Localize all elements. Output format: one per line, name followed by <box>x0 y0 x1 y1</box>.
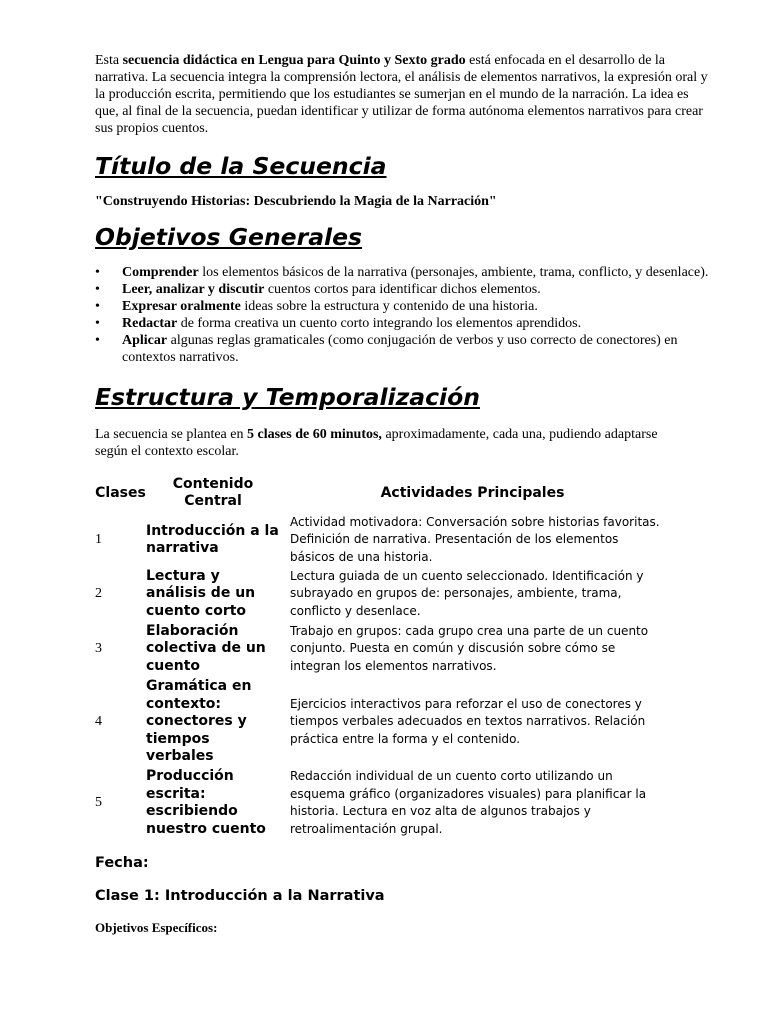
structure-post: aproximadamente, cada una, pudiendo adaptarse según el contexto escolar. <box>95 427 658 459</box>
table-row <box>95 513 665 567</box>
header-actividades <box>280 473 665 513</box>
table-row <box>95 567 665 621</box>
intro-paragraph <box>95 52 715 137</box>
intro-bold: secuencia didáctica en Lengua para Quinto y Sexto grado <box>122 53 466 68</box>
table-header-row <box>95 473 665 513</box>
header-clases <box>95 473 146 513</box>
row-actividades: Trabajo en grupos: cada grupo crea una parte de un cuento conjunto. Puesta en común y discusión sobre cómo se integran los elementos narrativos. <box>290 623 649 673</box>
list-item <box>95 281 715 298</box>
header-clases-label: Clases <box>95 484 146 501</box>
objective-bold: Expresar oralmente <box>122 299 241 314</box>
row-actividades: Ejercicios interactivos para reforzar el uso de conectores y tiempos verbales adecuados en textos narrativos. Relación práctica entre la forma y el contenido. <box>290 696 646 746</box>
sequence-title-text: "Construyendo Historias: Descubriendo la Magia de la Narración" <box>95 194 497 209</box>
objective-text: de forma creativa un cuento corto integrando los elementos aprendidos. <box>177 316 582 331</box>
fecha-label: Fecha: <box>95 855 149 871</box>
structure-pre: La secuencia se plantea en <box>95 427 247 442</box>
list-item <box>95 315 715 332</box>
table-row <box>95 767 665 839</box>
objectives-heading: Objetivos Generales <box>95 223 363 251</box>
document-page <box>95 52 715 936</box>
list-item <box>95 332 715 366</box>
objective-bold: Comprender <box>122 265 199 280</box>
structure-paragraph <box>95 426 685 460</box>
structure-bold: 5 clases de 60 minutos, <box>246 427 382 442</box>
structure-heading: Estructura y Temporalización <box>95 383 480 411</box>
objective-bold: Redactar <box>122 316 178 331</box>
sequence-title-heading: Título de la Secuencia <box>95 152 387 180</box>
list-item <box>95 298 715 315</box>
row-actividades: Redacción individual de un cuento corto utilizando un esquema gráfico (organizadores visuales) para planificar la historia. Lectura en voz alta de algunos trabajos y retroalimentación grupal. <box>290 769 647 836</box>
objective-bold: Leer, analizar y discutir <box>122 282 265 297</box>
row-clase: 4 <box>95 714 102 729</box>
row-contenido: Producción escrita: escribiendo nuestro cuento <box>146 768 266 837</box>
list-item <box>95 264 715 281</box>
clase1-heading: Clase 1: Introducción a la Narrativa <box>95 888 385 904</box>
row-contenido: Elaboración colectiva de un cuento <box>146 622 266 674</box>
objective-text: cuentos cortos para identificar dichos elementos. <box>264 282 541 297</box>
row-clase: 5 <box>95 795 102 810</box>
table-row <box>95 621 665 677</box>
row-actividades: Lectura guiada de un cuento seleccionado. Identificación y subrayado en grupos de: personajes, ambiente, trama, conflicto y desenlace. <box>290 568 644 618</box>
schedule-table <box>95 473 665 839</box>
row-contenido: Lectura y análisis de un cuento corto <box>146 567 256 619</box>
header-actividades-label: Actividades Principales <box>380 484 565 501</box>
header-contenido <box>146 473 280 513</box>
row-contenido: Gramática en contexto: conectores y tiempos verbales <box>146 678 252 765</box>
header-contenido-label: Contenido Central <box>172 476 254 509</box>
row-clase: 3 <box>95 641 102 656</box>
clase1-objectives-label: Objetivos Específicos: <box>95 920 218 935</box>
row-clase: 1 <box>95 532 102 547</box>
objective-text: algunas reglas gramaticales (como conjugación de verbos y uso correcto de conectores) en contextos narrativos. <box>122 333 678 365</box>
intro-pre: Esta <box>95 53 123 68</box>
objective-text: ideas sobre la estructura y contenido de una historia. <box>240 299 538 314</box>
intro-post: está enfocada en el desarrollo de la narrativa. La secuencia integra la comprensión lectora, el análisis de elementos narrativos, la expresión oral y la producción escrita, permitiendo que los estudiantes se sumerjan en el mundo de la narración. La idea es que, al final de la secuencia, puedan identificar y utilizar de forma autónoma elementos narrativos para crear sus propios cuentos. <box>95 53 708 136</box>
row-clase: 2 <box>95 586 102 601</box>
table-row <box>95 677 665 767</box>
row-actividades: Actividad motivadora: Conversación sobre historias favoritas. Definición de narrativa. Presentación de los elementos básicos de una historia. <box>290 514 660 564</box>
row-contenido: Introducción a la narrativa <box>146 522 279 556</box>
objective-bold: Aplicar <box>122 333 168 348</box>
objective-text: los elementos básicos de la narrativa (personajes, ambiente, trama, conflicto, y desenlace). <box>198 265 709 280</box>
objectives-list <box>95 264 715 366</box>
